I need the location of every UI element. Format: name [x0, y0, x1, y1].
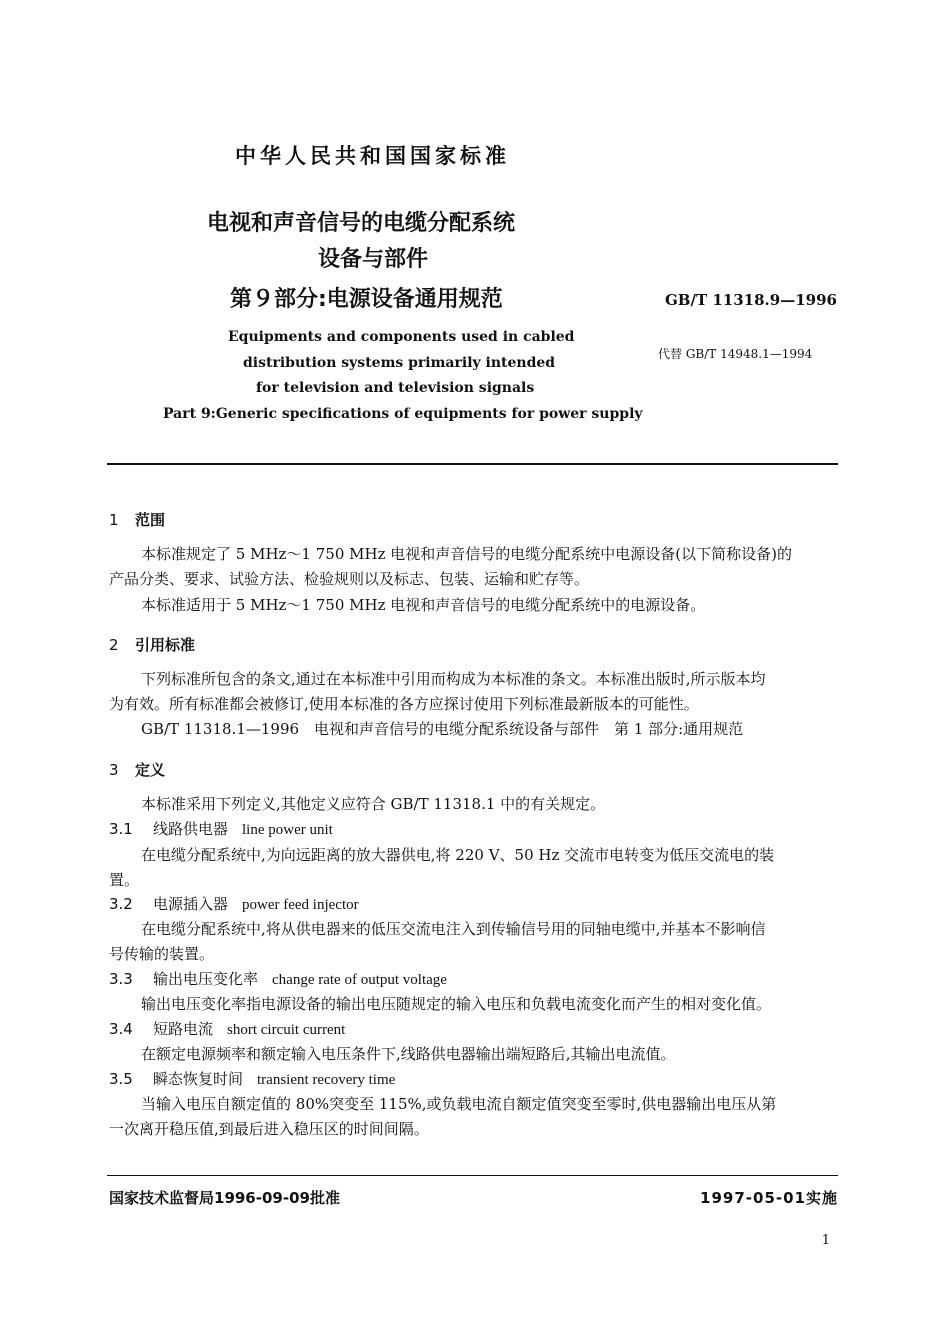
paragraph-line: 下列标准所包含的条文,通过在本标准中引用而构成为本标准的条文。本标准出版时,所示版本均 — [141, 670, 766, 688]
footer-rule — [107, 1175, 838, 1176]
standard-number: GB/T 11318.9—1996 — [665, 291, 837, 309]
definition-term-en: transient recovery time — [257, 1072, 396, 1088]
reference-standard: GB/T 11318.1—1996 电视和声音信号的电缆分配系统设备与部件 第 1 部分:通用规范 — [141, 720, 744, 738]
definition-3-2 — [109, 892, 359, 918]
definition-term-en: short circuit current — [227, 1022, 346, 1038]
definition-term: 电源插入器 — [153, 895, 229, 913]
section-number: 1 — [109, 511, 119, 529]
paragraph-line: 一次离开稳压值,到最后进入稳压区的时间间隔。 — [109, 1120, 429, 1138]
section-2-heading — [109, 634, 195, 655]
definition-number: 3.5 — [109, 1070, 133, 1088]
paragraph-line: 在电缆分配系统中,将从供电器来的低压交流电注入到传输信号用的同轴电缆中,并基本不影响信 — [141, 920, 766, 938]
national-standard-title: 中华人民共和国国家标准 — [235, 144, 510, 168]
definition-term: 短路电流 — [153, 1020, 214, 1038]
page-number: 1 — [821, 1233, 830, 1248]
section-1-heading — [109, 509, 165, 530]
en-title-line2: distribution systems primarily intended — [243, 355, 556, 371]
section-title: 引用标准 — [135, 636, 196, 654]
header-rule — [107, 463, 838, 465]
definition-3-1 — [109, 817, 333, 843]
replaces-standard: 代替 GB/T 14948.1—1994 — [658, 347, 813, 361]
paragraph-line: 在电缆分配系统中,为向远距离的放大器供电,将 220 V、50 Hz 交流市电转变为低压交流电的装 — [141, 846, 775, 864]
definition-number: 3.3 — [109, 970, 133, 988]
section-number: 3 — [109, 761, 119, 779]
paragraph-line: 当输入电压自额定值的 80%突变至 115%,或负载电流自额定值突变至零时,供电器输出电压从第 — [141, 1095, 777, 1113]
paragraph-line: 为有效。所有标准都会被修订,使用本标准的各方应探讨使用下列标准最新版本的可能性。 — [109, 695, 699, 713]
section-title: 定义 — [135, 761, 166, 779]
definition-term: 输出电压变化率 — [153, 970, 259, 988]
paragraph-line: 产品分类、要求、试验方法、检验规则以及标志、包装、运输和贮存等。 — [109, 570, 590, 588]
section-3-heading — [109, 759, 165, 780]
section-title: 范围 — [135, 511, 166, 529]
en-title-line1: Equipments and components used in cabled — [228, 329, 575, 345]
cn-title-line1: 电视和声音信号的电缆分配系统 — [207, 211, 516, 236]
definition-term-en: line power unit — [242, 822, 333, 838]
cn-title-line2: 设备与部件 — [318, 247, 429, 272]
en-title-line3: for television and television signals — [256, 380, 535, 396]
definition-3-4 — [109, 1017, 345, 1043]
section-number: 2 — [109, 636, 119, 654]
paragraph-line: 本标准适用于 5 MHz～1 750 MHz 电视和声音信号的电缆分配系统中的电源设备。 — [141, 596, 706, 614]
paragraph-line: 在额定电源频率和额定输入电压条件下,线路供电器输出端短路后,其输出电流值。 — [141, 1045, 676, 1063]
cn-title-line3: 第９部分:电源设备通用规范 — [230, 287, 503, 312]
paragraph-line: 本标准采用下列定义,其他定义应符合 GB/T 11318.1 中的有关规定。 — [141, 795, 606, 813]
definition-3-5 — [109, 1067, 395, 1093]
approval-date: 国家技术监督局1996-09-09批准 — [109, 1189, 340, 1207]
definition-3-3 — [109, 967, 447, 993]
definition-term: 线路供电器 — [153, 820, 229, 838]
definition-term: 瞬态恢复时间 — [153, 1070, 244, 1088]
definition-number: 3.4 — [109, 1020, 133, 1038]
effective-date: 1997-05-01实施 — [700, 1189, 838, 1207]
paragraph-line: 输出电压变化率指电源设备的输出电压随规定的输入电压和负载电流变化而产生的相对变化值。 — [141, 995, 772, 1013]
paragraph-line: 本标准规定了 5 MHz～1 750 MHz 电视和声音信号的电缆分配系统中电源设备(以下简称设备)的 — [141, 545, 792, 563]
definition-number: 3.1 — [109, 820, 133, 838]
definition-term-en: change rate of output voltage — [272, 972, 447, 988]
definition-term-en: power feed injector — [242, 897, 359, 913]
en-title-line4: Part 9:Generic specifications of equipments for power supply — [163, 406, 643, 422]
paragraph-line: 号传输的装置。 — [109, 945, 215, 963]
paragraph-line: 置。 — [109, 871, 140, 889]
definition-number: 3.2 — [109, 895, 133, 913]
